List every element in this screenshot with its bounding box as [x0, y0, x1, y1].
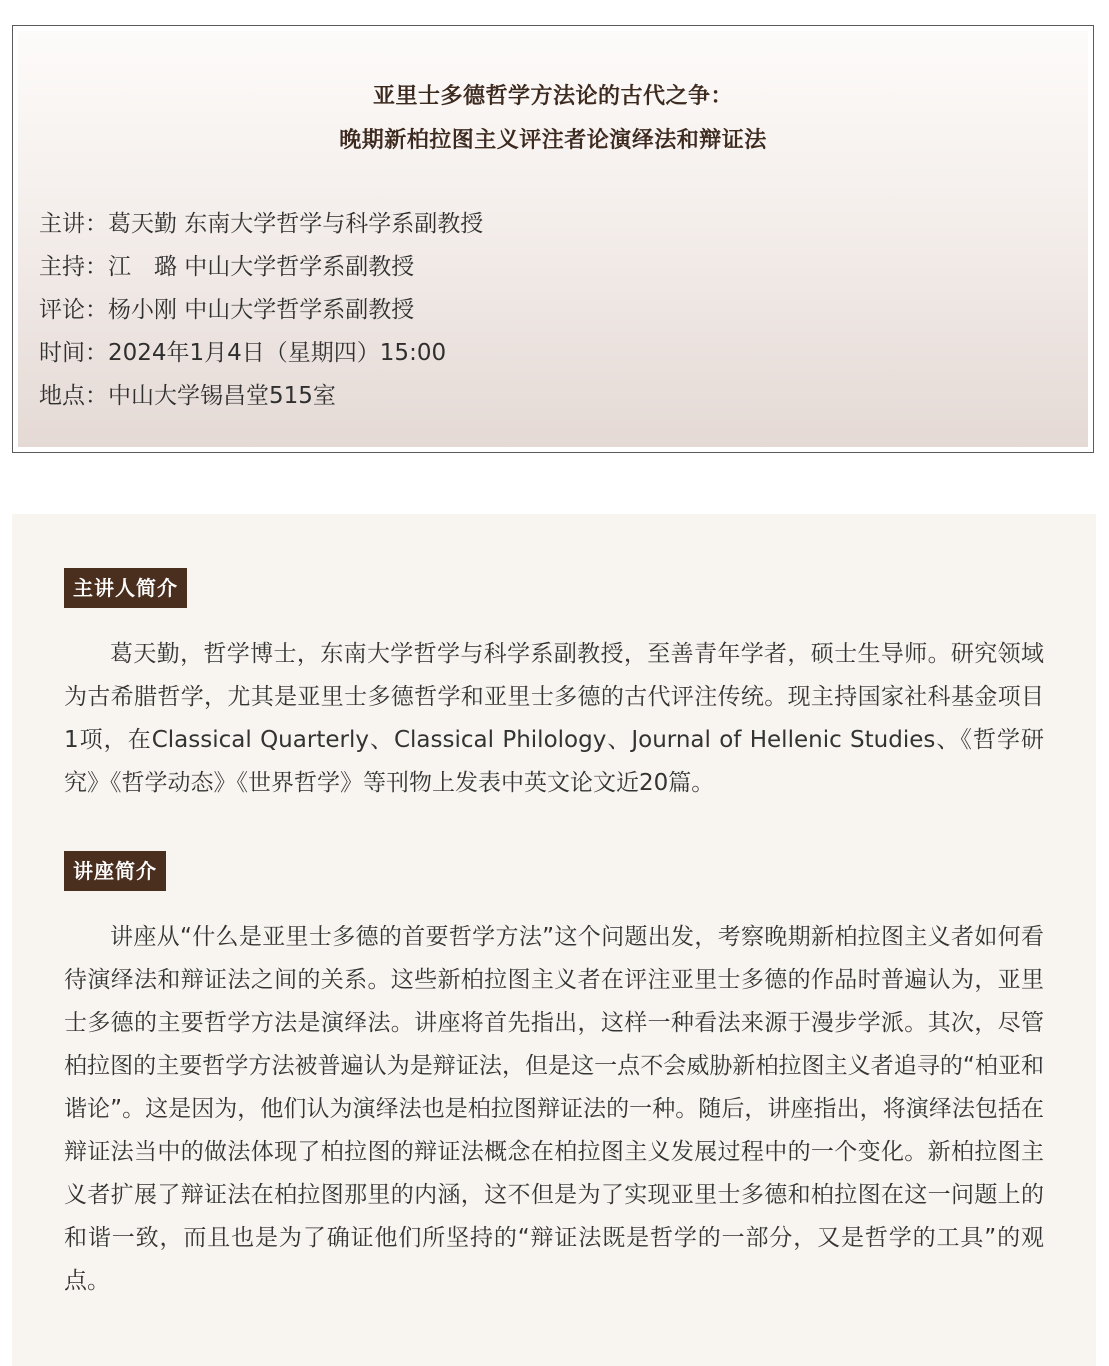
detail-time: 时间：2024年1月4日（星期四）15:00: [39, 340, 447, 366]
event-title-line-2: 晚期新柏拉图主义评注者论演绎法和辩证法: [339, 128, 767, 153]
speaker-intro-heading: 主讲人简介: [64, 568, 187, 608]
detail-host: 主持：江 璐 中山大学哲学系副教授: [39, 254, 415, 280]
event-info-card: [12, 25, 1094, 453]
lecture-intro-text: 讲座从“什么是亚里士多德的首要哲学方法”这个问题出发，考察晚期新柏拉图主义者如何看待演绎法和辩证法之间的关系。这些新柏拉图主义者在评注亚里士多德的作品时普遍认为，亚里士多德的主要哲学方法是演绎法。讲座将首先指出，这样一种看法来源于漫步学派。其次，尽管柏拉图的主要哲学方法被普遍认为是辩证法，但是这一点不会威胁新柏拉图主义者追寻的“柏亚和谐论”。这是因为，他们认为演绎法也是柏拉图辩证法的一种。随后，讲座指出，将演绎法包括在辩证法当中的做法体现了柏拉图的辩证法概念在柏拉图主义发展过程中的一个变化。新柏拉图主义者扩展了辩证法在柏拉图那里的内涵，这不但是为了实现亚里士多德和柏拉图在这一问题上的和谐一致，而且也是为了确证他们所坚持的“辩证法既是哲学的一部分，又是哲学的工具”的观点。: [64, 924, 1044, 1294]
event-title-line-1: 亚里士多德哲学方法论的古代之争：: [372, 84, 733, 109]
event-info-panel: [18, 31, 1088, 447]
content-card: [12, 514, 1096, 1366]
detail-commentator: 评论：杨小刚 中山大学哲学系副教授: [39, 297, 415, 323]
detail-speaker: 主讲：葛天勤 东南大学哲学与科学系副教授: [39, 211, 484, 237]
detail-location: 地点：中山大学锡昌堂515室: [39, 383, 336, 409]
speaker-intro-text: 葛天勤，哲学博士，东南大学哲学与科学系副教授，至善青年学者，硕士生导师。研究领域为古希腊哲学，尤其是亚里士多德哲学和亚里士多德的古代评注传统。现主持国家社科基金项目1项，在Classical Quarterly、Classical Philology、Journal of Hellenic Studies、《哲学研究》《哲学动态》《世界哲学》等刊物上发表中英文论文近20篇。: [64, 641, 1044, 796]
lecture-intro-heading: 讲座简介: [64, 851, 166, 891]
